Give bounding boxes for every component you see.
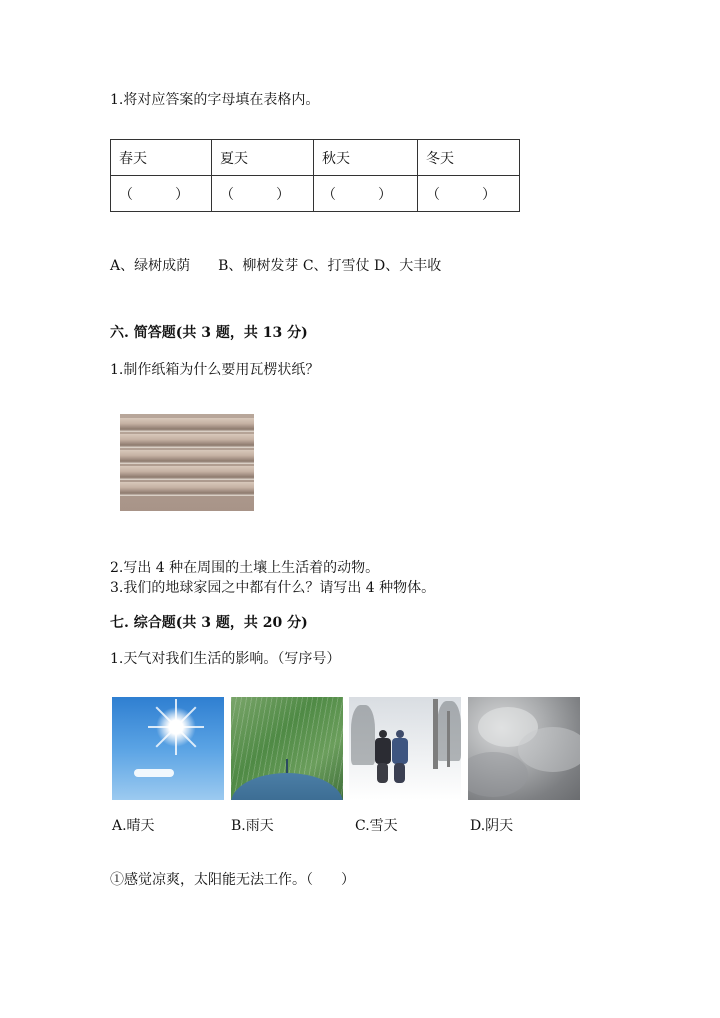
section7-q1: 1.天气对我们生活的影响。（写序号） bbox=[110, 651, 341, 667]
caption-rainy: B.雨天 bbox=[231, 818, 274, 834]
header-winter: 冬天 bbox=[418, 140, 520, 176]
header-summer: 夏天 bbox=[212, 140, 314, 176]
sunny-sky-photo bbox=[112, 697, 224, 800]
header-autumn: 秋天 bbox=[314, 140, 418, 176]
corrugated-cardboard-photo bbox=[120, 414, 254, 511]
section6-q3: 3.我们的地球家园之中都有什么？请写出 4 种物体。 bbox=[110, 580, 436, 596]
table-answer-row bbox=[111, 176, 520, 212]
snow-walkers-photo bbox=[349, 697, 461, 800]
rain-umbrella-photo bbox=[231, 697, 343, 800]
section6-q1: 1.制作纸箱为什么要用瓦楞状纸？ bbox=[110, 362, 320, 378]
section7-sub1: ①感觉凉爽，太阳能无法工作。（ ） bbox=[110, 872, 355, 888]
section7-title: 七. 综合题(共 3 题，共 20 分) bbox=[110, 615, 308, 631]
answer-blank-winter[interactable]: （ ） bbox=[418, 176, 520, 212]
section6-title: 六. 简答题(共 3 题，共 13 分) bbox=[110, 325, 308, 341]
answer-blank-autumn[interactable]: （ ） bbox=[314, 176, 418, 212]
q1-options: A、绿树成荫 B、柳树发芽 C、打雪仗 D、大丰收 bbox=[110, 258, 442, 274]
caption-cloudy: D.阴天 bbox=[470, 818, 514, 834]
caption-snowy: C.雪天 bbox=[355, 818, 398, 834]
section6-q2: 2.写出 4 种在周围的土壤上生活着的动物。 bbox=[110, 560, 380, 576]
q1-prompt: 1.将对应答案的字母填在表格内。 bbox=[110, 92, 320, 108]
header-spring: 春天 bbox=[111, 140, 212, 176]
table-header-row bbox=[111, 140, 520, 176]
answer-blank-summer[interactable]: （ ） bbox=[212, 176, 314, 212]
answer-blank-spring[interactable]: （ ） bbox=[111, 176, 212, 212]
seasons-table bbox=[110, 139, 520, 212]
overcast-clouds-photo bbox=[468, 697, 580, 800]
caption-sunny: A.晴天 bbox=[112, 818, 155, 834]
